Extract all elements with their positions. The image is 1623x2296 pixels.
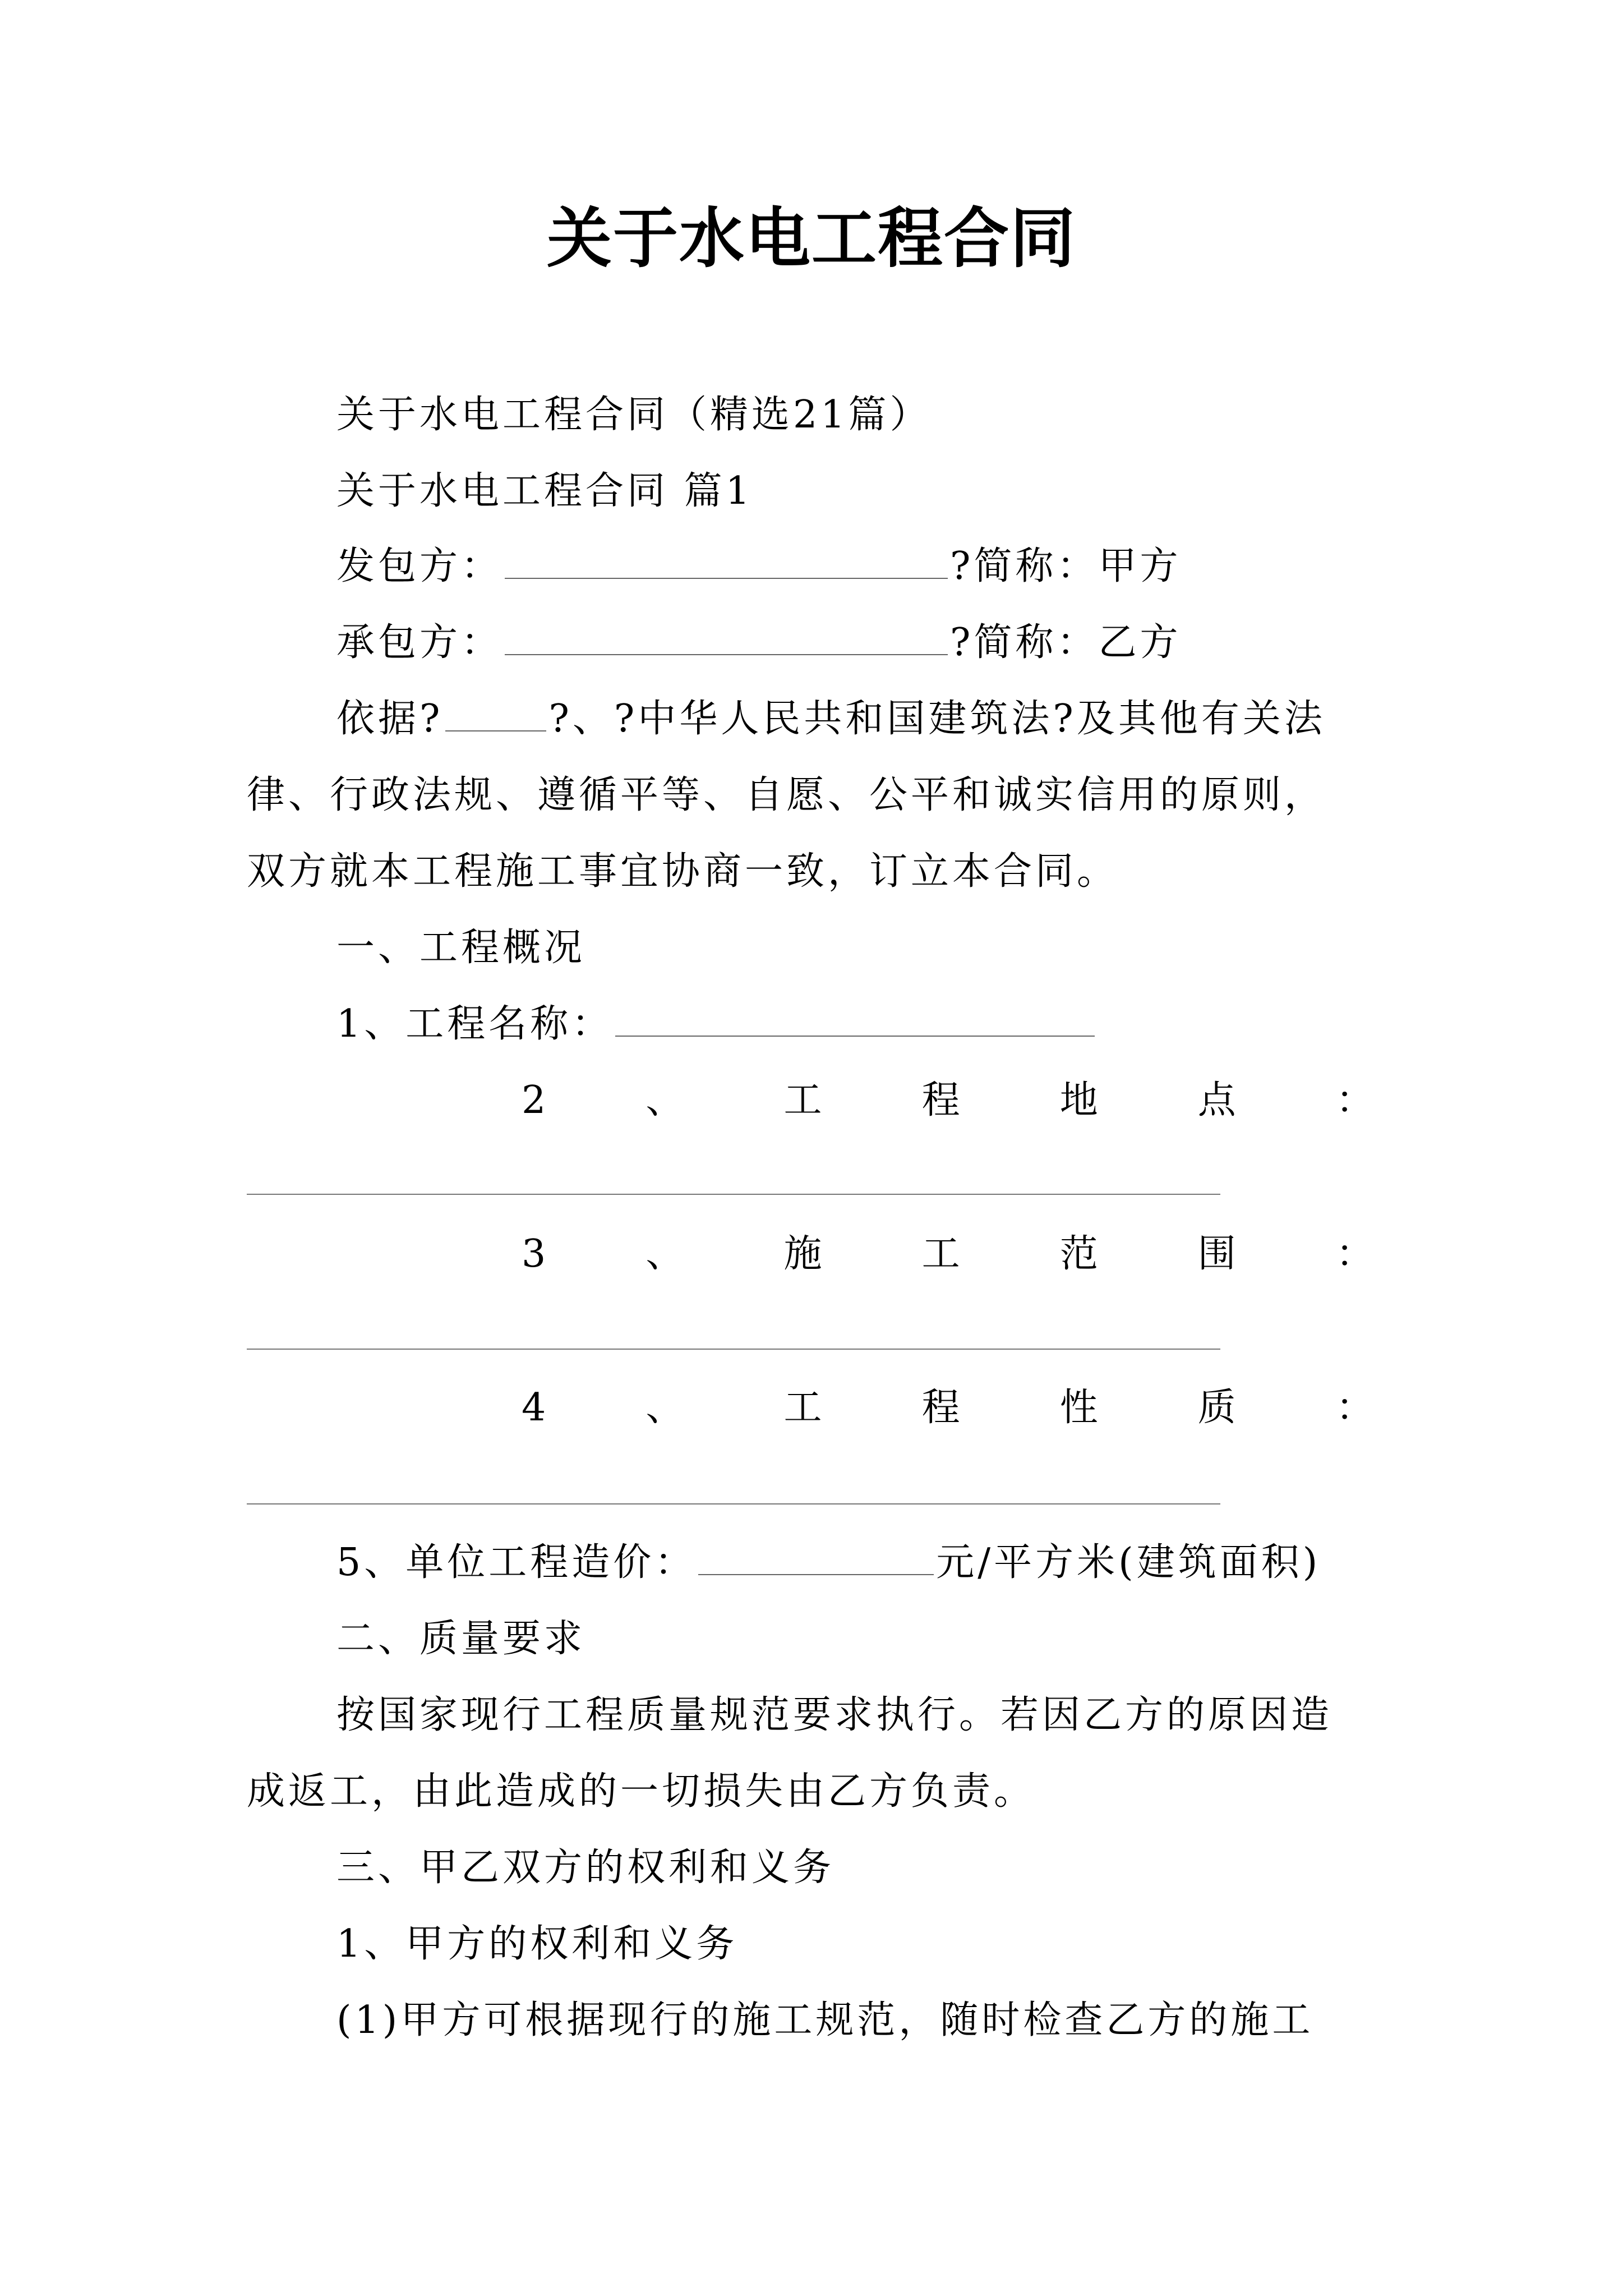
- section3-sub1: 1、甲方的权利和义务: [336, 1922, 738, 1966]
- basis-line-2: 律、行政法规、遵循平等、自愿、公平和诚实信用的原则，: [247, 773, 1326, 817]
- item1-label: 1、工程名称：: [336, 1002, 614, 1046]
- item4-line: [522, 1380, 1374, 1436]
- basis-blank: [445, 693, 546, 731]
- item3-char: ：: [1335, 1232, 1374, 1276]
- item4-char: 、: [645, 1386, 684, 1430]
- basis-suffix: ?、?中华人民共和国建筑法?及其他有关法: [548, 697, 1326, 741]
- item2-char: ：: [1335, 1078, 1374, 1122]
- item2-char: 地: [1059, 1078, 1098, 1122]
- item4-char: 工: [783, 1386, 822, 1430]
- basis-line-3: 双方就本工程施工事宜协商一致，订立本合同。: [247, 849, 1119, 894]
- party-b-label: 承包方：: [336, 620, 503, 665]
- section1-heading: 一、工程概况: [336, 926, 586, 970]
- item4-char: 4: [522, 1386, 546, 1430]
- item2-char: 2: [522, 1078, 546, 1122]
- item5-label: 5、单位工程造价：: [336, 1540, 697, 1585]
- item3-char: 围: [1197, 1232, 1236, 1276]
- party-a-blank: [505, 541, 948, 579]
- party-b-blank: [505, 617, 948, 655]
- item3-char: 施: [783, 1232, 822, 1276]
- item1-line: [336, 996, 1097, 1052]
- item2-char: 点: [1197, 1078, 1236, 1122]
- item3-char: 范: [1059, 1232, 1098, 1276]
- item4-char: 性: [1059, 1386, 1098, 1430]
- section2-para-line-1: 按国家现行工程质量规范要求执行。若因乙方的原因造: [336, 1693, 1333, 1737]
- party-a-label: 发包方：: [336, 544, 503, 588]
- part-heading: 关于水电工程合同 篇1: [336, 469, 753, 513]
- item1-blank: [615, 999, 1095, 1037]
- item5-line: [336, 1535, 1321, 1591]
- subtitle: 关于水电工程合同（精选21篇）: [336, 393, 932, 437]
- item4-char: 质: [1197, 1386, 1236, 1430]
- item4-blank-rule: [247, 1503, 1220, 1504]
- item3-line: [522, 1226, 1374, 1282]
- section2-para-line-2: 成返工，由此造成的一切损失由乙方负责。: [247, 1769, 1036, 1814]
- party-a-line: [336, 539, 1181, 595]
- item2-char: 工: [783, 1078, 822, 1122]
- section3-item1: (1)甲方可根据现行的施工规范，随时检查乙方的施工: [336, 1998, 1314, 2042]
- document-title: 关于水电工程合同: [547, 200, 1076, 277]
- party-b-suffix: ?简称：乙方: [950, 620, 1182, 665]
- item2-line: [522, 1073, 1374, 1129]
- party-b-line: [336, 615, 1181, 671]
- item3-char: 3: [522, 1232, 546, 1276]
- item5-blank: [698, 1537, 934, 1575]
- party-a-suffix: ?简称：甲方: [950, 544, 1182, 588]
- section2-heading: 二、质量要求: [336, 1617, 586, 1661]
- item4-char: 程: [921, 1386, 960, 1430]
- section3-heading: 三、甲乙双方的权利和义务: [336, 1846, 835, 1890]
- item4-char: ：: [1335, 1386, 1374, 1430]
- basis-prefix: 依据?: [336, 697, 444, 741]
- item2-char: 、: [645, 1078, 684, 1122]
- item3-blank-rule: [247, 1349, 1220, 1350]
- basis-line-1: [336, 691, 1326, 747]
- item3-char: 工: [921, 1232, 960, 1276]
- item2-blank-rule: [247, 1194, 1220, 1195]
- item5-suffix: 元/平方米(建筑面积): [936, 1540, 1321, 1585]
- item3-char: 、: [645, 1232, 684, 1276]
- item2-char: 程: [921, 1078, 960, 1122]
